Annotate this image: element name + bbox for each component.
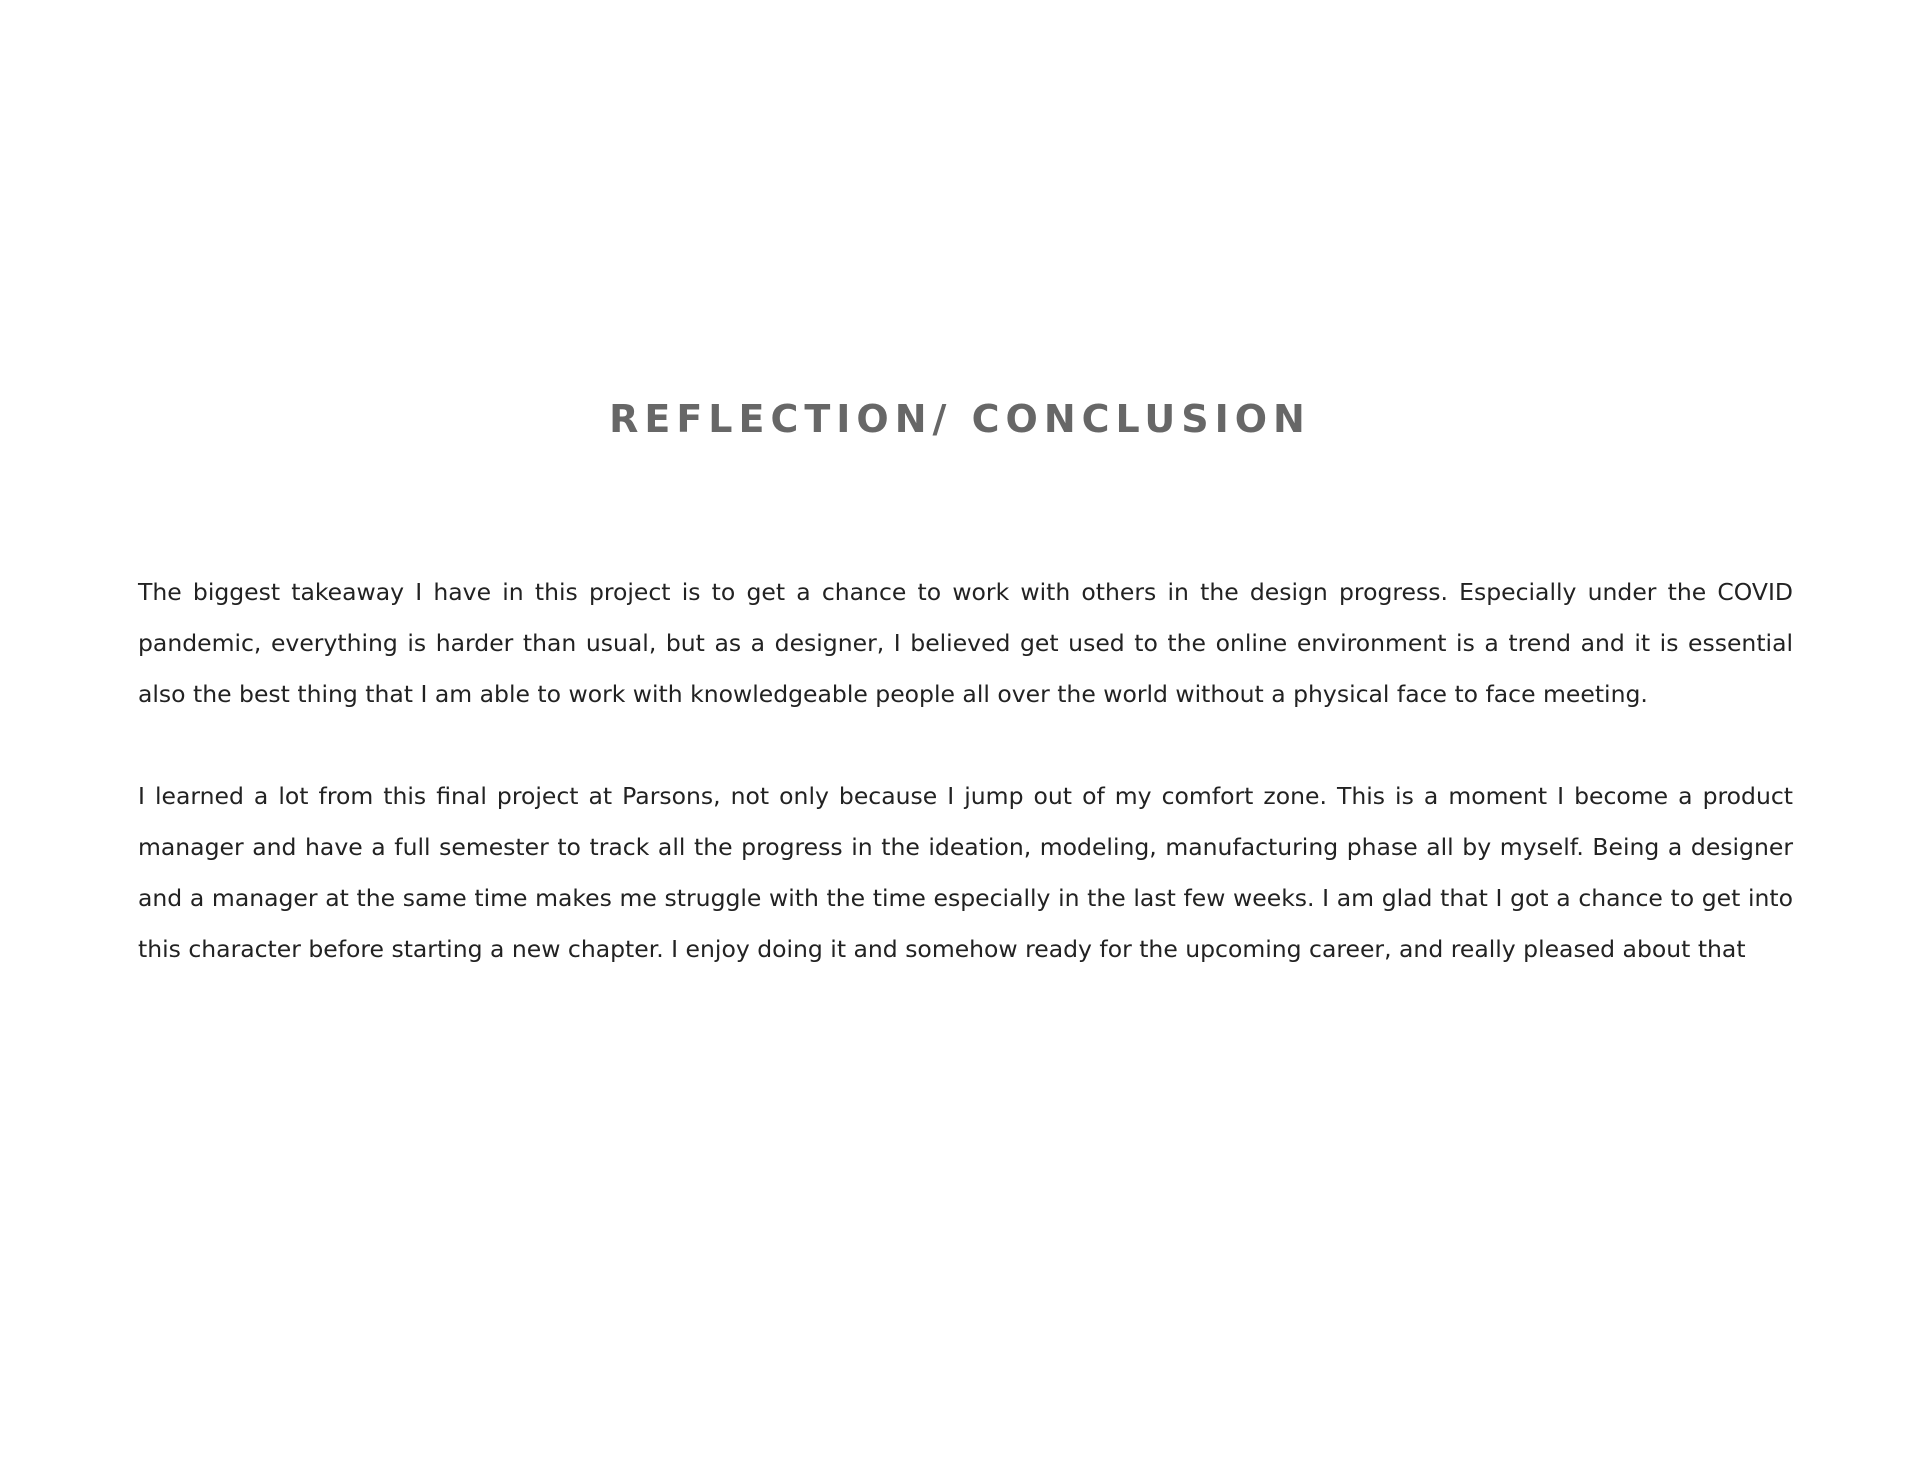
body-text xyxy=(138,567,1793,975)
paragraph-takeaway: The biggest takeaway I have in this project is to get a chance to work with others in the design progress. Especially under the COVID pandemic, everything is harder than usual, but as a designer, I believed get used to the online environment is a trend and it is essential also the best thing that I am able to work with knowledgeable people all over the world without a physical face to face meeting. xyxy=(138,578,1793,708)
page-title: REFLECTION/ CONCLUSION xyxy=(609,397,1311,441)
paragraph-learned: I learned a lot from this final project at Parsons, not only because I jump out of my comfort zone. This is a moment I become a product manager and have a full semester to track all the progress in the ideation, modeling, manufacturing phase all by myself. Being a designer and a manager at the same time makes me struggle with the time especially in the last few weeks. I am glad that I got a chance to get into this character before starting a new chapter. I enjoy doing it and somehow ready for the upcoming career, and really pleased about that xyxy=(138,782,1793,963)
